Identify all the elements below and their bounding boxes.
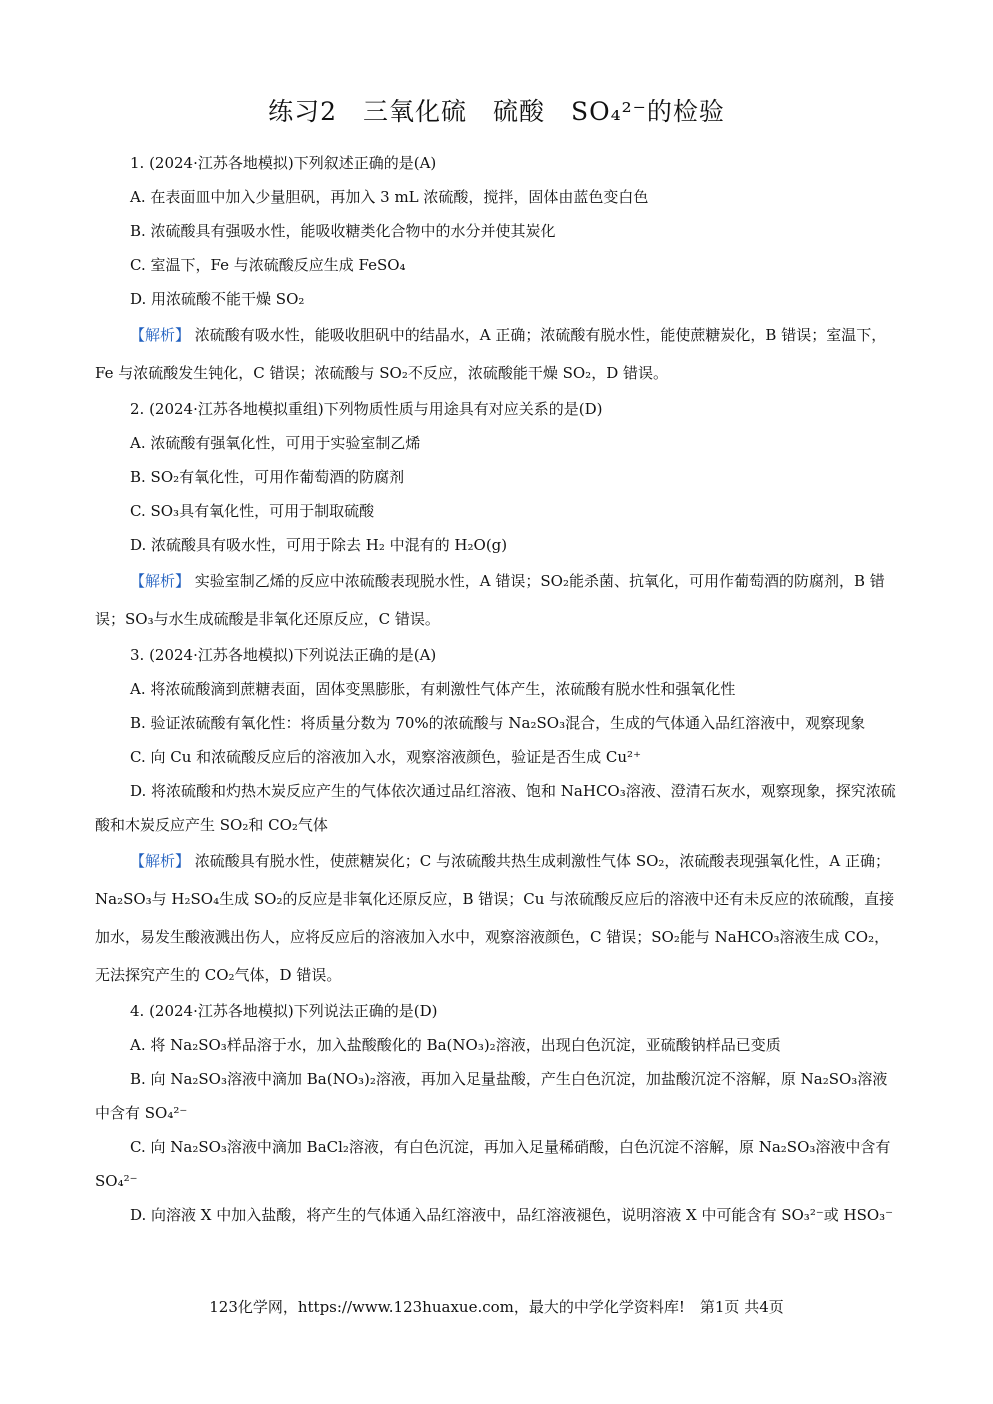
question-1-option-b: B. 浓硫酸具有强吸水性，能吸收糖类化合物中的水分并使其炭化 (130, 222, 556, 240)
question-2-stem: 2. (2024·江苏各地模拟重组)下列物质性质与用途具有对应关系的是(D) (130, 400, 603, 418)
analysis-text: 浓硫酸具有脱水性，使蔗糖炭化；C 与浓硫酸共热生成刺激性气体 SO₂，浓硫酸表现强氧化性，A 正确；Na₂SO₃与 H₂SO₄生成 SO₂的反应是非氧化还原反应，B 错误；Cu 与浓硫酸反应后的溶液中还有未反应的浓硫酸，直接加水，易发生酸液溅出伤人，应将反应后的溶液加入水中，观察溶液颜色，C 错误；SO₂能与 NaHCO₃溶液生成 CO₂，无法探究产生的 CO₂气体，D 错误。 (95, 852, 895, 984)
page-title: 练习2 三氧化硫 硫酸 SO₄²⁻的检验 (268, 97, 725, 126)
question-3-option-a: A. 将浓硫酸滴到蔗糖表面，固体变黑膨胀，有刺激性气体产生，浓硫酸有脱水性和强氧化性 (130, 680, 736, 698)
question-4-option-a: A. 将 Na₂SO₃样品溶于水，加入盐酸酸化的 Ba(NO₃)₂溶液，出现白色沉淀，亚硫酸钠样品已变质 (130, 1036, 781, 1054)
analysis-text: 实验室制乙烯的反应中浓硫酸表现脱水性，A 错误；SO₂能杀菌、抗氧化，可用作葡萄酒的防腐剂，B 错误；SO₃与水生成硫酸是非氧化还原反应，C 错误。 (95, 572, 885, 628)
question-2-option-d: D. 浓硫酸具有吸水性，可用于除去 H₂ 中混有的 H₂O(g) (130, 536, 508, 554)
question-1-analysis (95, 316, 899, 392)
question-2-option-a: A. 浓硫酸有强氧化性，可用于实验室制乙烯 (130, 434, 421, 452)
question-3-analysis (95, 842, 899, 994)
question-3-option-c: C. 向 Cu 和浓硫酸反应后的溶液加入水，观察溶液颜色，验证是否生成 Cu²⁺ (130, 748, 641, 766)
question-1-stem: 1. (2024·江苏各地模拟)下列叙述正确的是(A) (130, 154, 437, 172)
question-2-option-c: C. SO₃具有氧化性，可用于制取硫酸 (130, 502, 375, 520)
question-1-option-c: C. 室温下，Fe 与浓硫酸反应生成 FeSO₄ (130, 256, 406, 274)
analysis-text: 浓硫酸有吸水性，能吸收胆矾中的结晶水，A 正确；浓硫酸有脱水性，能使蔗糖炭化，B 错误；室温下，Fe 与浓硫酸发生钝化，C 错误；浓硫酸与 SO₂不反应，浓硫酸能干燥 SO₂，D 错误。 (95, 326, 887, 382)
question-1-option-d: D. 用浓硫酸不能干燥 SO₂ (130, 290, 305, 308)
question-2-analysis (95, 562, 899, 638)
question-4-option-d: D. 向溶液 X 中加入盐酸，将产生的气体通入品红溶液中，品红溶液褪色，说明溶液 X 中可能含有 SO₃²⁻或 HSO₃⁻ (130, 1206, 894, 1224)
analysis-tag: 【解析】 (130, 852, 191, 870)
question-2-option-b: B. SO₂有氧化性，可用作葡萄酒的防腐剂 (130, 468, 405, 486)
question-4-option-b: B. 向 Na₂SO₃溶液中滴加 Ba(NO₃)₂溶液，再加入足量盐酸，产生白色沉淀，加盐酸沉淀不溶解，原 Na₂SO₃溶液中含有 SO₄²⁻ (95, 1070, 888, 1122)
question-3-stem: 3. (2024·江苏各地模拟)下列说法正确的是(A) (130, 646, 437, 664)
question-3-option-b: B. 验证浓硫酸有氧化性：将质量分数为 70%的浓硫酸与 Na₂SO₃混合，生成的气体通入品红溶液中，观察现象 (130, 714, 866, 732)
question-list (95, 146, 899, 1232)
analysis-tag: 【解析】 (130, 326, 191, 344)
page-footer: 123化学网，https://www.123huaxue.com，最大的中学化学资料库! 第1页 共4页 (209, 1298, 784, 1316)
analysis-tag: 【解析】 (130, 572, 191, 590)
question-3-option-d: D. 将浓硫酸和灼热木炭反应产生的气体依次通过品红溶液、饱和 NaHCO₃溶液、澄清石灰水，观察现象，探究浓硫酸和木炭反应产生 SO₂和 CO₂气体 (95, 782, 896, 834)
question-1-option-a: A. 在表面皿中加入少量胆矾，再加入 3 mL 浓硫酸，搅拌，固体由蓝色变白色 (130, 188, 649, 206)
question-4-stem: 4. (2024·江苏各地模拟)下列说法正确的是(D) (130, 1002, 438, 1020)
question-4-option-c: C. 向 Na₂SO₃溶液中滴加 BaCl₂溶液，有白色沉淀，再加入足量稀硝酸，白色沉淀不溶解，原 Na₂SO₃溶液中含有 SO₄²⁻ (95, 1138, 891, 1190)
